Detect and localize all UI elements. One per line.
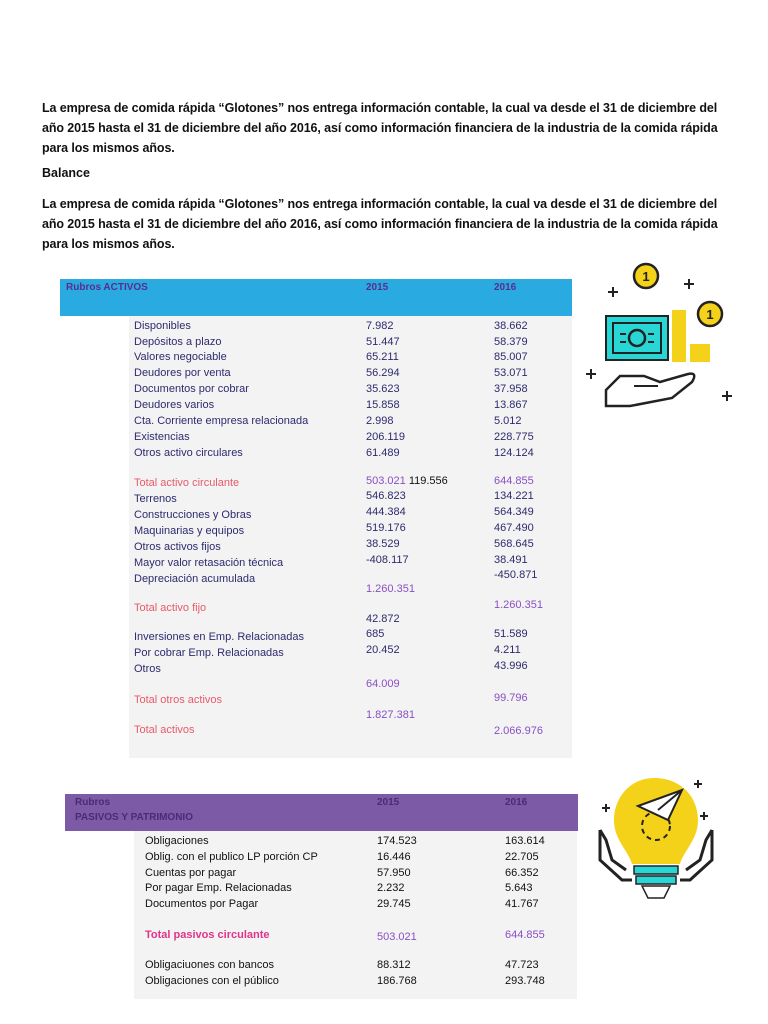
activos-row-label: Deudores por venta xyxy=(134,367,231,379)
activos-fijo-2015: 38.529 xyxy=(366,538,400,550)
activos-row-2015: 56.294 xyxy=(366,367,400,379)
total-activo-circulante-label: Total activo circulante xyxy=(134,477,240,489)
pasivos-row-2015: 29.745 xyxy=(377,898,411,910)
activos-row-2016: 13.867 xyxy=(494,399,528,411)
hand-icon xyxy=(606,374,694,406)
activos-fijo-label: Otros activos fijos xyxy=(134,541,221,553)
total-pasivos-circulante-2016: 644.855 xyxy=(505,929,545,941)
total-activo-fijo-2016: 1.260.351 xyxy=(494,599,543,611)
pasivos-row-label: Obligaciones con el público xyxy=(145,975,279,987)
activos-header-2015: 2015 xyxy=(366,282,389,293)
pasivos-row-2016: 163.614 xyxy=(505,835,545,847)
activos-fijo-2016: 38.491 xyxy=(494,554,528,566)
activos-row-2016: 37.958 xyxy=(494,383,528,395)
otros-activos-2016: 51.589 xyxy=(494,628,528,640)
pasivos-row-2016: 5.643 xyxy=(505,882,533,894)
activos-fijo-2016: 467.490 xyxy=(494,522,534,534)
activos-row-2016: 5.012 xyxy=(494,415,522,427)
activos-fijo-label: Depreciación acumulada xyxy=(134,573,256,585)
total-activos-label: Total activos xyxy=(134,724,195,736)
total-activo-circulante-2016: 644.855 xyxy=(494,475,534,487)
activos-row-label: Deudores varios xyxy=(134,399,215,411)
svg-text:1: 1 xyxy=(706,307,714,322)
svg-text:1: 1 xyxy=(642,269,650,284)
activos-fijo-2015: 444.384 xyxy=(366,506,406,518)
pasivos-row-2015: 2.232 xyxy=(377,882,405,894)
pasivos-header-2016: 2016 xyxy=(505,797,528,808)
activos-row-label: Existencias xyxy=(134,431,190,443)
activos-row-label: Cta. Corriente empresa relacionada xyxy=(134,415,309,427)
pasivos-header-2015: 2015 xyxy=(377,797,400,808)
activos-total-2015: 1.827.381 xyxy=(366,709,415,721)
total-activos-2016: 2.066.976 xyxy=(494,725,543,737)
money-hand-illustration xyxy=(580,258,740,418)
activos-row-label: Documentos por cobrar xyxy=(134,383,249,395)
coin-icon xyxy=(634,264,658,288)
otros-activos-label: Otros xyxy=(134,663,161,675)
activos-row-label: Otros activo circulares xyxy=(134,447,243,459)
pasivos-row-label: Por pagar Emp. Relacionadas xyxy=(145,882,292,894)
otros-total-2015: 64.009 xyxy=(366,678,400,690)
activos-fijo-label: Construcciones y Obras xyxy=(134,509,252,521)
total-activo-fijo-label: Total activo fijo xyxy=(134,602,207,614)
activos-fijo-2015: -408.117 xyxy=(366,554,409,566)
activos-row-2015: 35.623 xyxy=(366,383,400,395)
pasivos-row-2016: 41.767 xyxy=(505,898,539,910)
pasivos-row-2016: 293.748 xyxy=(505,975,545,987)
activos-row-2015: 7.982 xyxy=(366,320,394,332)
activos-row-2016: 85.007 xyxy=(494,351,528,363)
activos-fijo-2015: 546.823 xyxy=(366,490,406,502)
lightbulb-illustration xyxy=(592,770,722,915)
otros-activos-2015: 685 xyxy=(366,628,385,640)
activos-row-2015: 2.998 xyxy=(366,415,394,427)
activos-fijo-label: Maquinarias y equipos xyxy=(134,525,245,537)
banknote-icon xyxy=(606,316,668,360)
activos-row-2015: 206.119 xyxy=(366,431,405,443)
otros-subtotal-2015: 42.872 xyxy=(366,613,400,625)
pasivos-row-2015: 186.768 xyxy=(377,975,417,987)
activos-row-2015: 65.211 xyxy=(366,351,399,363)
activos-fijo-2016: -450.871 xyxy=(494,569,538,581)
otros-activos-2015: 20.452 xyxy=(366,644,400,656)
activo-fijo-subtotal-2015: 1.260.351 xyxy=(366,583,415,595)
activos-fijo-2016: 564.349 xyxy=(494,506,534,518)
activos-fijo-2016: 134.221 xyxy=(494,490,534,502)
activos-row-2016: 124.124 xyxy=(494,447,534,459)
activos-row-2016: 53.071 xyxy=(494,367,528,379)
pasivos-row-2015: 57.950 xyxy=(377,867,411,879)
activos-row-label: Depósitos a plazo xyxy=(134,336,222,348)
pasivos-row-2016: 47.723 xyxy=(505,959,539,971)
pasivos-row-2016: 22.705 xyxy=(505,851,539,863)
otros-activos-2016: 43.996 xyxy=(494,660,528,672)
activos-row-2016: 228.775 xyxy=(494,431,534,443)
total-otros-activos-label: Total otros activos xyxy=(134,694,223,706)
intro-paragraph-1: La empresa de comida rápida “Glotones” nos entrega información contable, la cual va desde el 31 de diciembre del año 2015 hasta el 31 de diciembre del año 2016, así como información financiera de la industria de la comida rápida para los mismos años. xyxy=(42,101,718,155)
activos-row-2016: 58.379 xyxy=(494,336,528,348)
activos-row-2016: 38.662 xyxy=(494,320,528,332)
activos-row-label: Disponibles xyxy=(134,320,191,332)
pasivos-header-rubros: Rubros xyxy=(75,797,110,808)
otros-activos-2016: 4.211 xyxy=(494,644,521,656)
total-pasivos-circulante-label: Total pasivos circulante xyxy=(145,929,270,941)
total-otros-activos-2016: 99.796 xyxy=(494,692,528,704)
pasivos-row-label: Obligaciones xyxy=(145,835,209,847)
activos-row-label: Valores negociable xyxy=(134,351,227,363)
activos-row-2015: 15.858 xyxy=(366,399,400,411)
activos-header-2016: 2016 xyxy=(494,282,517,293)
activos-fijo-label: Mayor valor retasación técnica xyxy=(134,557,284,569)
activos-header-rubros: Rubros ACTIVOS xyxy=(66,282,148,293)
total-activo-circulante-2015: 503.021 119.556 xyxy=(366,475,448,487)
pasivos-row-2015: 88.312 xyxy=(377,959,411,971)
activos-row-2015: 61.489 xyxy=(366,447,400,459)
pasivos-row-2015: 16.446 xyxy=(377,851,411,863)
pasivos-row-2016: 66.352 xyxy=(505,867,539,879)
activos-fijo-2016: 568.645 xyxy=(494,538,534,550)
pasivos-row-2015: 174.523 xyxy=(377,835,417,847)
pasivos-row-label: Documentos por Pagar xyxy=(145,898,259,910)
gold-bar-icon xyxy=(672,310,686,362)
activos-fijo-label: Terrenos xyxy=(134,493,177,505)
activos-row-2015: 51.447 xyxy=(366,336,400,348)
otros-activos-label: Por cobrar Emp. Relacionadas xyxy=(134,647,284,659)
otros-activos-label: Inversiones en Emp. Relacionadas xyxy=(134,631,304,643)
intro-paragraph-2: La empresa de comida rápida “Glotones” nos entrega información contable, la cual va desde el 31 de diciembre del año 2015 hasta el 31 de diciembre del año 2016, así como información financiera de la industria de la comida rápida para los mismos años. xyxy=(42,197,718,251)
total-pasivos-circulante-2015: 503.021 xyxy=(377,931,417,943)
pasivos-header-title: PASIVOS Y PATRIMONIO xyxy=(75,812,193,823)
balance-heading: Balance xyxy=(42,166,90,180)
coin-icon xyxy=(698,302,722,326)
pasivos-row-label: Oblig. con el publico LP porción CP xyxy=(145,851,318,863)
gold-bar-icon xyxy=(690,344,710,362)
pasivos-row-label: Obligaciuones con bancos xyxy=(145,959,275,971)
pasivos-row-label: Cuentas por pagar xyxy=(145,867,237,879)
activos-fijo-2015: 519.176 xyxy=(366,522,406,534)
